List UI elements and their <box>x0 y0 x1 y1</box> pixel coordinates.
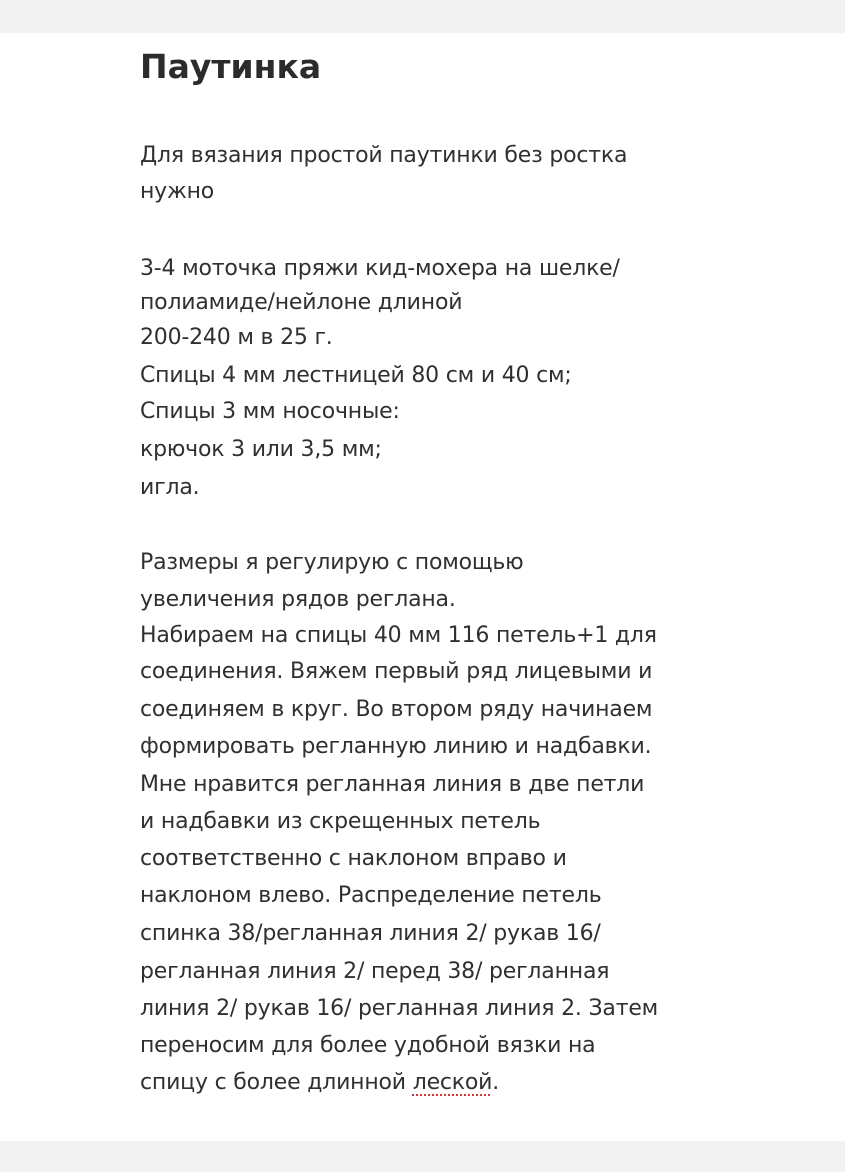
document-title: Паутинка <box>140 47 322 86</box>
instructions-line: увеличения рядов реглана. <box>140 587 456 612</box>
instructions-line: переносим для более удобной вязки на <box>140 1033 596 1058</box>
materials-line: крючок 3 или 3,5 мм; <box>140 437 382 462</box>
document-page <box>0 33 845 1141</box>
instructions-line: наклоном влево. Распределение петель <box>140 883 602 908</box>
materials-line: игла. <box>140 475 200 500</box>
instructions-line: линия 2/ рукав 16/ регланная линия 2. Затем <box>140 996 659 1021</box>
instructions-line: соединяем в круг. Во втором ряду начинаем <box>140 697 653 722</box>
instructions-line: регланная линия 2/ перед 38/ регланная <box>140 959 610 984</box>
instructions-line: соединения. Вяжем первый ряд лицевыми и <box>140 659 653 684</box>
instructions-last-line <box>140 1068 499 1098</box>
instructions-line: спинка 38/регланная линия 2/ рукав 16/ <box>140 921 601 946</box>
instructions-line: Набираем на спицы 40 мм 116 петель+1 для <box>140 623 657 648</box>
last-line-end: . <box>492 1070 500 1095</box>
materials-line: 3-4 моточка пряжи кид-мохера на шелке/ <box>140 256 620 281</box>
instructions-line: Мне нравится регланная линия в две петли <box>140 772 645 797</box>
instructions-line: Размеры я регулирую с помощью <box>140 550 524 575</box>
intro-line: Для вязания простой паутинки без ростка <box>140 143 628 168</box>
instructions-line: и надбавки из скрещенных петель <box>140 809 541 834</box>
instructions-line: формировать регланную линию и надбавки. <box>140 734 652 759</box>
materials-line: Спицы 3 мм носочные: <box>140 399 400 424</box>
last-line-start: спицу с более длинной <box>140 1070 413 1095</box>
spellcheck-underlined-word[interactable]: леской <box>412 1070 493 1095</box>
materials-line: 200-240 м в 25 г. <box>140 325 333 350</box>
intro-line: нужно <box>140 179 215 204</box>
materials-line: полиамиде/нейлоне длиной <box>140 290 463 315</box>
instructions-line: соответственно с наклоном вправо и <box>140 846 567 871</box>
materials-line: Спицы 4 мм лестницей 80 см и 40 см; <box>140 363 572 388</box>
